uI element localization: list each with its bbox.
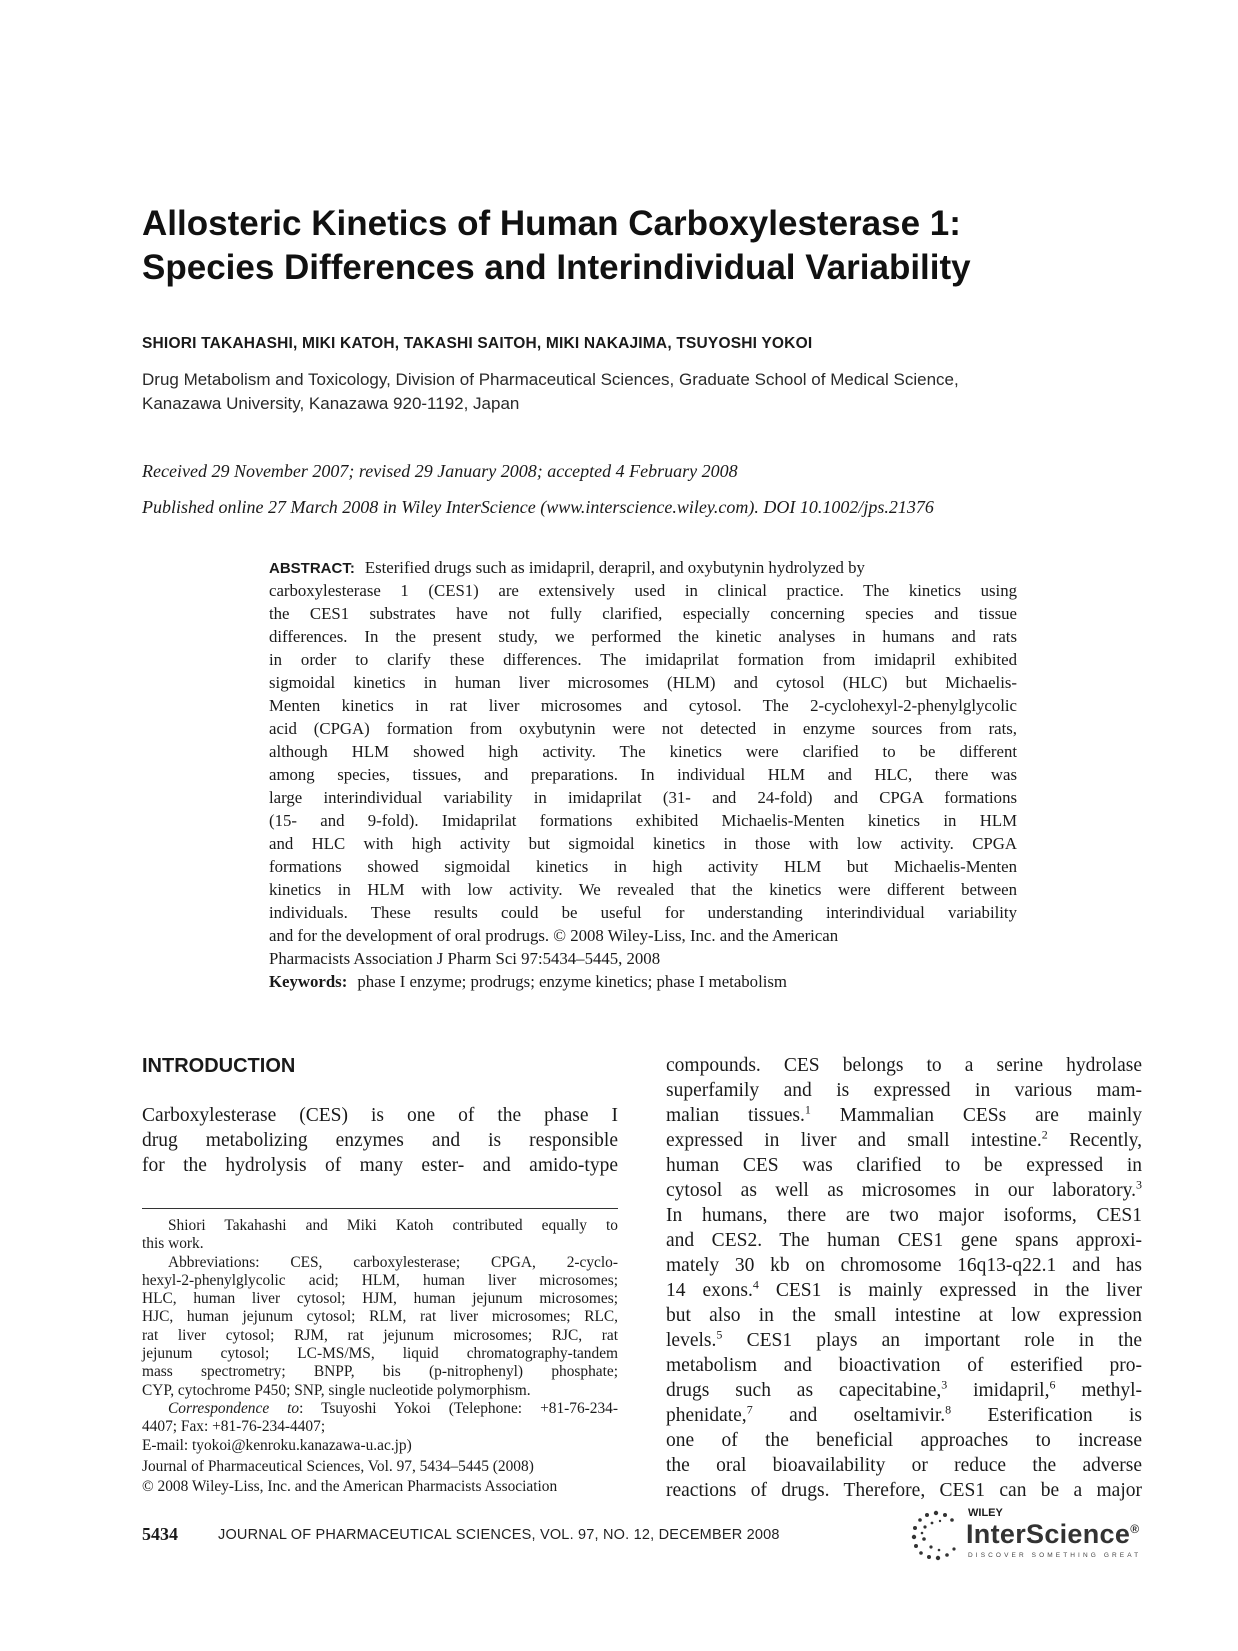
footnote-line: this work. [142,1235,204,1253]
reference-superscript[interactable]: 7 [746,1402,753,1417]
text-run: Mammalian CESs are mainly [810,1105,1142,1126]
abstract-line: although HLM showed high activity. The kinetics were clarified to be different [269,742,1017,761]
correspondence-label: Correspondence to [168,1399,300,1417]
reference-superscript[interactable]: 5 [716,1327,723,1342]
paragraph-line: reactions of drugs. Therefore, CES1 can be a major [666,1480,1142,1501]
abstract-line: formations showed sigmoidal kinetics in high activity HLM but Michaelis-Menten [269,857,1017,876]
abstract-line: (15- and 9-fold). Imidaprilat formations exhibited Michaelis-Menten kinetics in HLM [269,811,1017,830]
text-run: imidapril, [947,1380,1050,1401]
footnote-line: mass spectrometry; BNPP, bis (p-nitrophenyl) phosphate; [142,1363,618,1381]
page-number: 5434 [142,1524,178,1544]
paragraph-line: human CES was clarified to be expressed in [666,1155,1142,1176]
abstract-line: individuals. These results could be useful for understanding interindividual variability [269,903,1017,922]
footnote-line: Correspondence to: Tsuyoshi Yokoi (Telephone: +81-76-234- [168,1399,618,1417]
paragraph-line: drug metabolizing enzymes and is responsible [142,1130,618,1151]
running-footer: JOURNAL OF PHARMACEUTICAL SCIENCES, VOL. 97, NO. 12, DECEMBER 2008 [218,1527,780,1543]
paragraph-line [666,1378,1142,1403]
paragraph-line [666,1103,1142,1128]
paragraph-line: and CES2. The human CES1 gene spans approxi- [666,1230,1142,1251]
publication-info: Published online 27 March 2008 in Wiley InterScience (www.interscience.wiley.com). DOI 10.1002/jps.21376 [142,497,934,517]
footnote-line: Abbreviations: CES, carboxylesterase; CPGA, 2-cyclo- [168,1253,618,1271]
abstract-line: Pharmacists Association J Pharm Sci 97:5434–5445, 2008 [269,949,661,968]
affiliation [142,368,959,416]
paragraph-line [666,1403,1142,1428]
paragraph-line: metabolism and bioactivation of esterified pro- [666,1355,1142,1376]
reference-superscript[interactable]: 3 [1136,1177,1142,1192]
text-run: Recently, [1047,1130,1142,1151]
abstract-line: and for the development of oral prodrugs. © 2008 Wiley-Liss, Inc. and the American [269,926,839,945]
paragraph-line: but also in the small intestine at low expression [666,1305,1142,1326]
text-run: cytosol as well as microsomes in our laboratory. [666,1180,1136,1201]
abstract-line: Menten kinetics in rat liver microsomes and cytosol. The 2-cyclohexyl-2-phenylglycolic [269,696,1017,715]
journal-citation [142,1457,618,1497]
text-run: malian tissues. [666,1105,805,1126]
footnote-line: jejunum cytosol; LC-MS/MS, liquid chromatography-tandem [142,1345,618,1363]
footnote-line: 4407; Fax: +81-76-234-4407; [142,1418,326,1436]
text-run: Esterification is [951,1405,1142,1426]
paragraph-line: mately 30 kb on chromosome 16q13-q22.1 and has [666,1255,1142,1276]
abstract-line: among species, tissues, and preparations. In individual HLM and HLC, there was [269,765,1017,784]
paragraph-line: superfamily and is expressed in various mam- [666,1080,1142,1101]
keywords-line [269,970,1017,993]
reference-superscript[interactable]: 8 [945,1402,952,1417]
footnote-line: hexyl-2-phenylglycolic acid; HLM, human liver microsomes; [142,1271,618,1289]
text-run: phenidate, [666,1405,747,1426]
intro-left-column [142,1103,618,1178]
footnote-line: rat liver cytosol; RJM, rat jejunum microsomes; RJC, rat [142,1326,618,1344]
keywords-label: Keywords: [269,972,348,991]
abstract-line [269,556,1017,579]
footnote-divider [142,1208,618,1209]
abstract-label: ABSTRACT: [269,560,355,577]
abstract-line: sigmoidal kinetics in human liver microsomes (HLM) and cytosol (HLC) but Michaelis- [269,673,1017,692]
paragraph-line: one of the beneficial approaches to increase [666,1430,1142,1451]
paragraph-line: compounds. CES belongs to a serine hydrolase [666,1055,1142,1076]
text-run: CES1 is mainly expressed in the liver [758,1280,1142,1301]
affiliation-line-2: Kanazawa University, Kanazawa 920-1192, Japan [142,394,520,413]
abstract-line: in order to clarify these differences. The imidaprilat formation from imidapril exhibited [269,650,1017,669]
text-run: levels. [666,1330,717,1351]
title-line-2: Species Differences and Interindividual Variability [142,248,971,287]
paragraph-line: the oral bioavailability or reduce the adverse [666,1455,1142,1476]
text-run: CES1 plays an important role in the [722,1330,1142,1351]
affiliation-line-1: Drug Metabolism and Toxicology, Division of Pharmaceutical Sciences, Graduate School of Medical Science, [142,370,959,389]
text-run: methyl- [1055,1380,1142,1401]
title-line-1: Allosteric Kinetics of Human Carboxylesterase 1: [142,204,961,243]
intro-right-column [666,1053,1142,1503]
footnote-line: HLC, human liver cytosol; HJM, human jejunum microsomes; [142,1290,618,1308]
abstract [269,556,1017,993]
article-title [142,202,1142,290]
wiley-wordmark: WILEY [968,1507,1003,1519]
footnote-line: E-mail: tyokoi@kenroku.kanazawa-u.ac.jp) [142,1436,412,1454]
paragraph-line: Carboxylesterase (CES) is one of the phase I [142,1105,618,1126]
journal-citation-line-1: Journal of Pharmaceutical Sciences, Vol. 97, 5434–5445 (2008) [142,1458,534,1475]
reference-superscript[interactable]: 3 [941,1377,948,1392]
reference-superscript[interactable]: 1 [804,1102,811,1117]
reference-superscript[interactable]: 6 [1049,1377,1056,1392]
paragraph-line: for the hydrolysis of many ester- and amido-type [142,1155,618,1176]
abstract-line: differences. In the present study, we performed the kinetic analyses in humans and rats [269,627,1017,646]
abstract-body [269,556,1017,970]
abstract-line: kinetics in HLM with low activity. We revealed that the kinetics were different between [269,880,1017,899]
text-run: expressed in liver and small intestine. [666,1130,1042,1151]
abstract-line: acid (CPGA) formation from oxybutynin were not detected in enzyme sources from rats, [269,719,1017,738]
footnotes [142,1217,618,1455]
interscience-text: InterScience [966,1519,1131,1549]
footnote-line: Shiori Takahashi and Miki Katoh contributed equally to [168,1217,618,1234]
abstract-line: the CES1 substrates have not fully clarified, especially concerning species and tissue [269,604,1017,623]
keywords-text: phase I enzyme; prodrugs; enzyme kinetics; phase I metabolism [357,972,787,991]
abstract-text: Esterified drugs such as imidapril, derapril, and oxybutynin hydrolyzed by [364,558,865,577]
received-dates: Received 29 November 2007; revised 29 January 2008; accepted 4 February 2008 [142,461,738,481]
registered-mark: ® [1130,1522,1140,1536]
paragraph-line [666,1178,1142,1203]
abstract-line: and HLC with high activity but sigmoidal kinetics in those with low activity. CPGA [269,834,1017,853]
reference-superscript[interactable]: 2 [1041,1127,1048,1142]
paragraph-line [666,1128,1142,1153]
author-list: SHIORI TAKAHASHI, MIKI KATOH, TAKASHI SAITOH, MIKI NAKAJIMA, TSUYOSHI YOKOI [142,335,813,352]
paragraph-line [666,1328,1142,1353]
footnote-line: HJC, human jejunum cytosol; RLM, rat liver microsomes; RLC, [142,1308,618,1326]
reference-superscript[interactable]: 4 [752,1277,759,1292]
footnote-line: CYP, cytochrome P450; SNP, single nucleotide polymorphism. [142,1381,531,1399]
abstract-line: carboxylesterase 1 (CES1) are extensively used in clinical practice. The kinetics using [269,581,1017,600]
journal-citation-line-2: © 2008 Wiley-Liss, Inc. and the American Pharmacists Association [142,1478,558,1495]
paragraph-line [666,1278,1142,1303]
interscience-wordmark [966,1519,1139,1550]
text-run: 14 exons. [666,1280,753,1301]
abstract-line: large interindividual variability in imidaprilat (31- and 24-fold) and CPGA formations [269,788,1017,807]
section-heading-introduction: INTRODUCTION [142,1055,296,1077]
logo-tagline: DISCOVER SOMETHING GREAT [968,1552,1142,1559]
paragraph-line: In humans, there are two major isoforms, CES1 [666,1205,1142,1226]
wiley-interscience-logo [910,1505,1140,1565]
text-run: drugs such as capecitabine, [666,1380,942,1401]
dotted-globe-icon [910,1509,962,1561]
text-run: and oseltamivir. [752,1405,946,1426]
